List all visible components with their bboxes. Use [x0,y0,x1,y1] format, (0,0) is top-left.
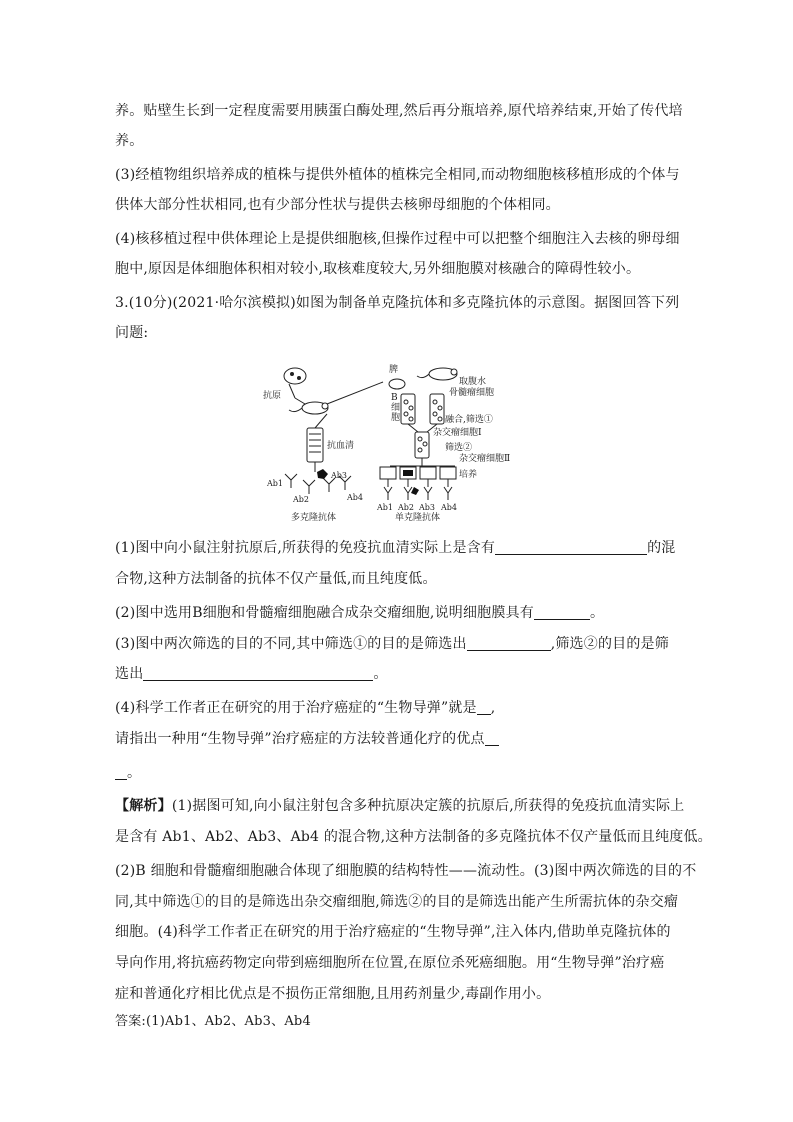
question-line [115,664,678,684]
answer-blank[interactable] [467,635,551,651]
label-monoclonal: 单克隆抗体 [395,513,441,522]
label-fuse-screen: 融合,筛选① [445,415,493,425]
question-text: (1)图中向小鼠注射抗原后,所获得的免疫抗血清实际上是含有 [115,540,496,556]
label-hybridoma-2: 杂交瘤细胞Ⅱ [459,454,511,464]
paragraph-line: 胞中,原因是体细胞体积相对较小,取核难度较大,另外细胞膜对核融合的障碍性较小。 [115,261,641,277]
label-hybridoma-1: 杂交瘤细胞Ⅰ [433,428,482,438]
question-text: 。 [589,605,605,621]
question-text: (4)科学工作者正在研究的用于治疗癌症的“生物导弹”就是 [115,700,477,716]
analysis-line: 同,其中筛选①的目的是筛选出杂交瘤细胞,筛选②的目的是筛选出能产生所需抗体的杂交瘤 [115,894,679,910]
label-ascites: 取腹水 [459,377,487,387]
analysis-line: 症和普通化疗相比优点是不损伤正常细胞,且用药剂量少,毒副作用小。 [115,986,551,1002]
question-text: 。 [373,666,388,682]
question-text: (2)图中选用B细胞和骨髓瘤细胞融合成杂交瘤细胞,说明细胞膜具有 [115,605,534,621]
question-text: 请指出一种用“生物导弹”治疗癌症的方法较普通化疗的优点 [115,731,485,747]
analysis-tag: 【解析】 [115,798,172,814]
answer-blank[interactable] [534,604,590,620]
label-ab3: Ab3 [331,471,347,480]
question-line [115,729,678,749]
question-line [115,763,678,783]
label-mono-ab2: Ab2 [398,503,414,512]
question-text: 选出 [115,666,144,682]
question-heading: 3.(10分)(2021·哈尔滨模拟)如图为制备单克隆抗体和多克隆抗体的示意图。据图回答下列 [115,295,680,311]
question-text: (3)图中两次筛选的目的不同,其中筛选①的目的是筛选出 [115,636,467,652]
label-b-cell: 细 [391,403,401,413]
label-mono-ab1: Ab1 [377,503,393,512]
paragraph-line: (4)核移植过程中供体理论上是提供细胞核,但操作过程中可以把整个细胞注入去核的卵母细 [115,231,680,247]
label-culture: 培养 [459,470,478,480]
answer-line: 答案:(1)Ab1、Ab2、Ab3、Ab4 [115,1014,311,1029]
analysis-line: 是含有 Ab1、Ab2、Ab3、Ab4 的混合物,这种方法制备的多克隆抗体不仅产量低而且纯度低。 [115,829,712,845]
label-mono-ab3: Ab3 [419,503,435,512]
question-line [115,698,678,718]
question-heading: 问题: [115,325,149,341]
question-text: ,筛选②的目的是筛 [550,636,669,652]
paragraph-line: (3)经植物组织培养成的植株与提供外植体的植株完全相同,而动物细胞核移植形成的个体与 [115,167,680,183]
paragraph-line: 养。贴壁生长到一定程度需要用胰蛋白酶处理,然后再分瓶培养,原代培养结束,开始了传代培 [115,103,683,119]
question-line [115,603,678,623]
label-antigen: 抗原 [263,391,282,401]
analysis-line [115,796,685,816]
label-screen-2: 筛选② [445,443,473,453]
question-text: 。 [127,765,142,781]
answer-blank[interactable] [477,699,491,715]
label-b-cell: B [391,393,398,403]
answer-blank[interactable] [485,730,499,746]
label-mono-ab4: Ab4 [441,503,457,512]
answer-blank[interactable] [143,665,373,681]
antibody-diagram [255,362,535,526]
question-text: , [490,700,496,716]
label-b-cell: 胞 [391,413,401,423]
analysis-line: 细胞。(4)科学工作者正在研究的用于治疗癌症的“生物导弹”,注入体内,借助单克隆抗体的 [115,924,671,940]
paragraph-line: 养。 [115,133,144,149]
analysis-line: 导向作用,将抗癌药物定向带到癌细胞所在位置,在原位杀死癌细胞。用“生物导弹”治疗癌 [115,955,665,971]
question-text: 的混 [647,540,676,556]
label-ab2: Ab2 [293,495,309,504]
paragraph-line: 供体大部分性状相同,也有少部分性状与提供去核卵母细胞的个体相同。 [115,197,560,213]
label-spleen: 脾 [389,365,399,375]
analysis-text: (1)据图可知,向小鼠注射包含多种抗原决定簇的抗原后,所获得的免疫抗血清实际上 [171,798,685,814]
answer-blank[interactable] [495,539,647,555]
label-polyclonal: 多克隆抗体 [291,513,337,522]
label-antiserum: 抗血清 [327,441,355,451]
label-myeloma: 骨髓瘤细胞 [449,388,495,398]
question-line: 合物,这种方法制备的抗体不仅产量低,而且纯度低。 [115,571,437,587]
analysis-line: (2)B 细胞和骨髓瘤细胞融合体现了细胞膜的结构特性——流动性。(3)图中两次筛选的目的不 [115,863,697,879]
label-ab4: Ab4 [347,493,363,502]
question-line [115,538,678,558]
answer-blank[interactable] [115,764,127,780]
question-line [115,634,678,654]
label-ab1: Ab1 [267,479,283,488]
